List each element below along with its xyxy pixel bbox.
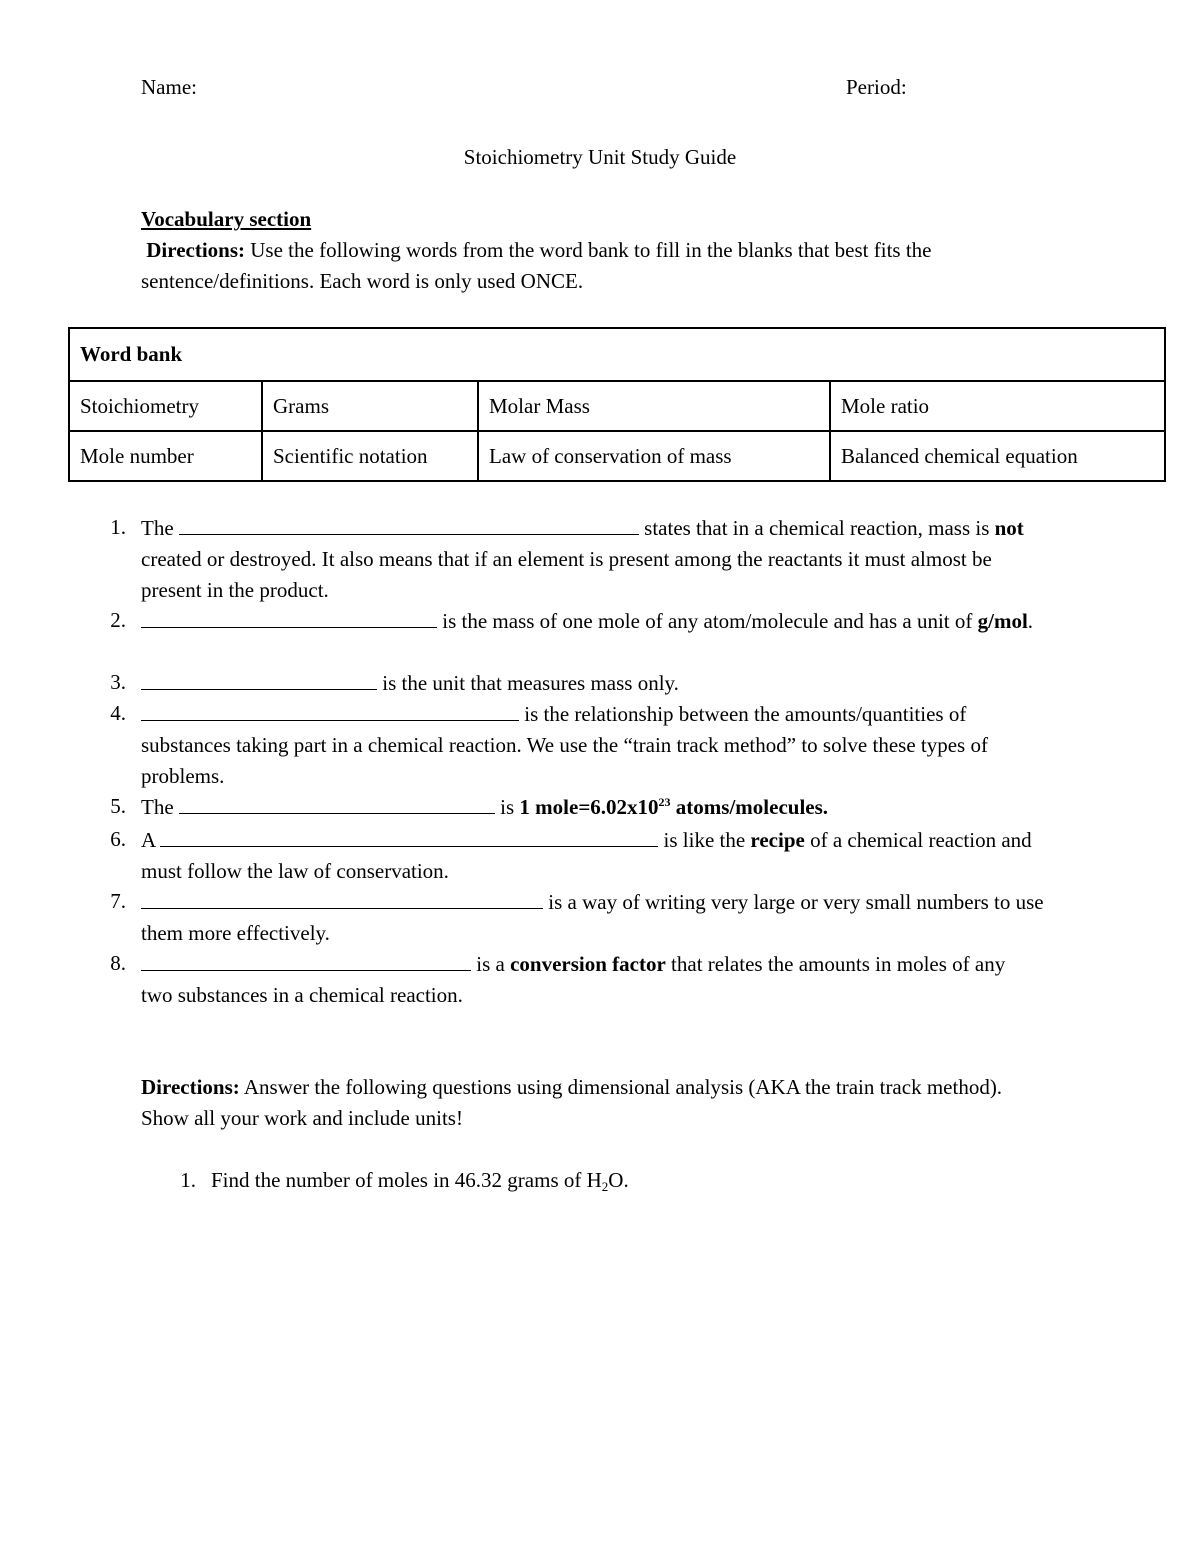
question-number: 4. [110, 701, 126, 725]
word-bank-cell: Grams [262, 381, 478, 431]
word-bank-cell: Molar Mass [478, 381, 830, 431]
directions-text: Answer the following questions using dimensional analysis (AKA the train track method). Show all your work and include units! [141, 1075, 1003, 1130]
directions-label: Directions: [141, 1075, 240, 1099]
page-title: Stoichiometry Unit Study Guide [463, 145, 737, 169]
word-bank-cell: Law of conservation of mass [478, 431, 830, 481]
answer-blank-4[interactable] [141, 698, 519, 721]
word-bank-table [68, 327, 1166, 482]
question-number: 6. [110, 827, 126, 851]
vocab-directions [141, 235, 1051, 297]
question-number: 1. [110, 515, 126, 539]
word-bank-cell: Mole ratio [830, 381, 1165, 431]
directions-text: Use the following words from the word bank to fill in the blanks that best fits the sentence/definitions. Each word is only used ONCE. [141, 238, 932, 293]
problem-directions [141, 1072, 1041, 1134]
problem-number: 1. [180, 1168, 196, 1192]
question-number: 5. [110, 794, 126, 818]
vocab-heading: Vocabulary section [141, 207, 312, 231]
word-bank-cell: Scientific notation [262, 431, 478, 481]
answer-blank-2[interactable] [141, 605, 437, 628]
word-bank-cell: Balanced chemical equation [830, 431, 1165, 481]
answer-blank-8[interactable] [141, 948, 471, 971]
question-number: 3. [110, 670, 126, 694]
question-number: 7. [110, 889, 126, 913]
question-number: 2. [110, 608, 126, 632]
word-bank-cell: Mole number [69, 431, 262, 481]
answer-blank-1[interactable] [179, 512, 639, 535]
period-label: Period: [846, 75, 907, 99]
directions-label: Directions: [146, 238, 246, 262]
name-label: Name: [141, 75, 197, 99]
answer-blank-7[interactable] [141, 886, 543, 909]
answer-blank-3[interactable] [141, 667, 377, 690]
answer-blank-5[interactable] [179, 791, 495, 814]
answer-blank-6[interactable] [160, 824, 658, 847]
word-bank-cell: Stoichiometry [69, 381, 262, 431]
question-number: 8. [110, 951, 126, 975]
word-bank-title: Word bank [69, 328, 1165, 381]
